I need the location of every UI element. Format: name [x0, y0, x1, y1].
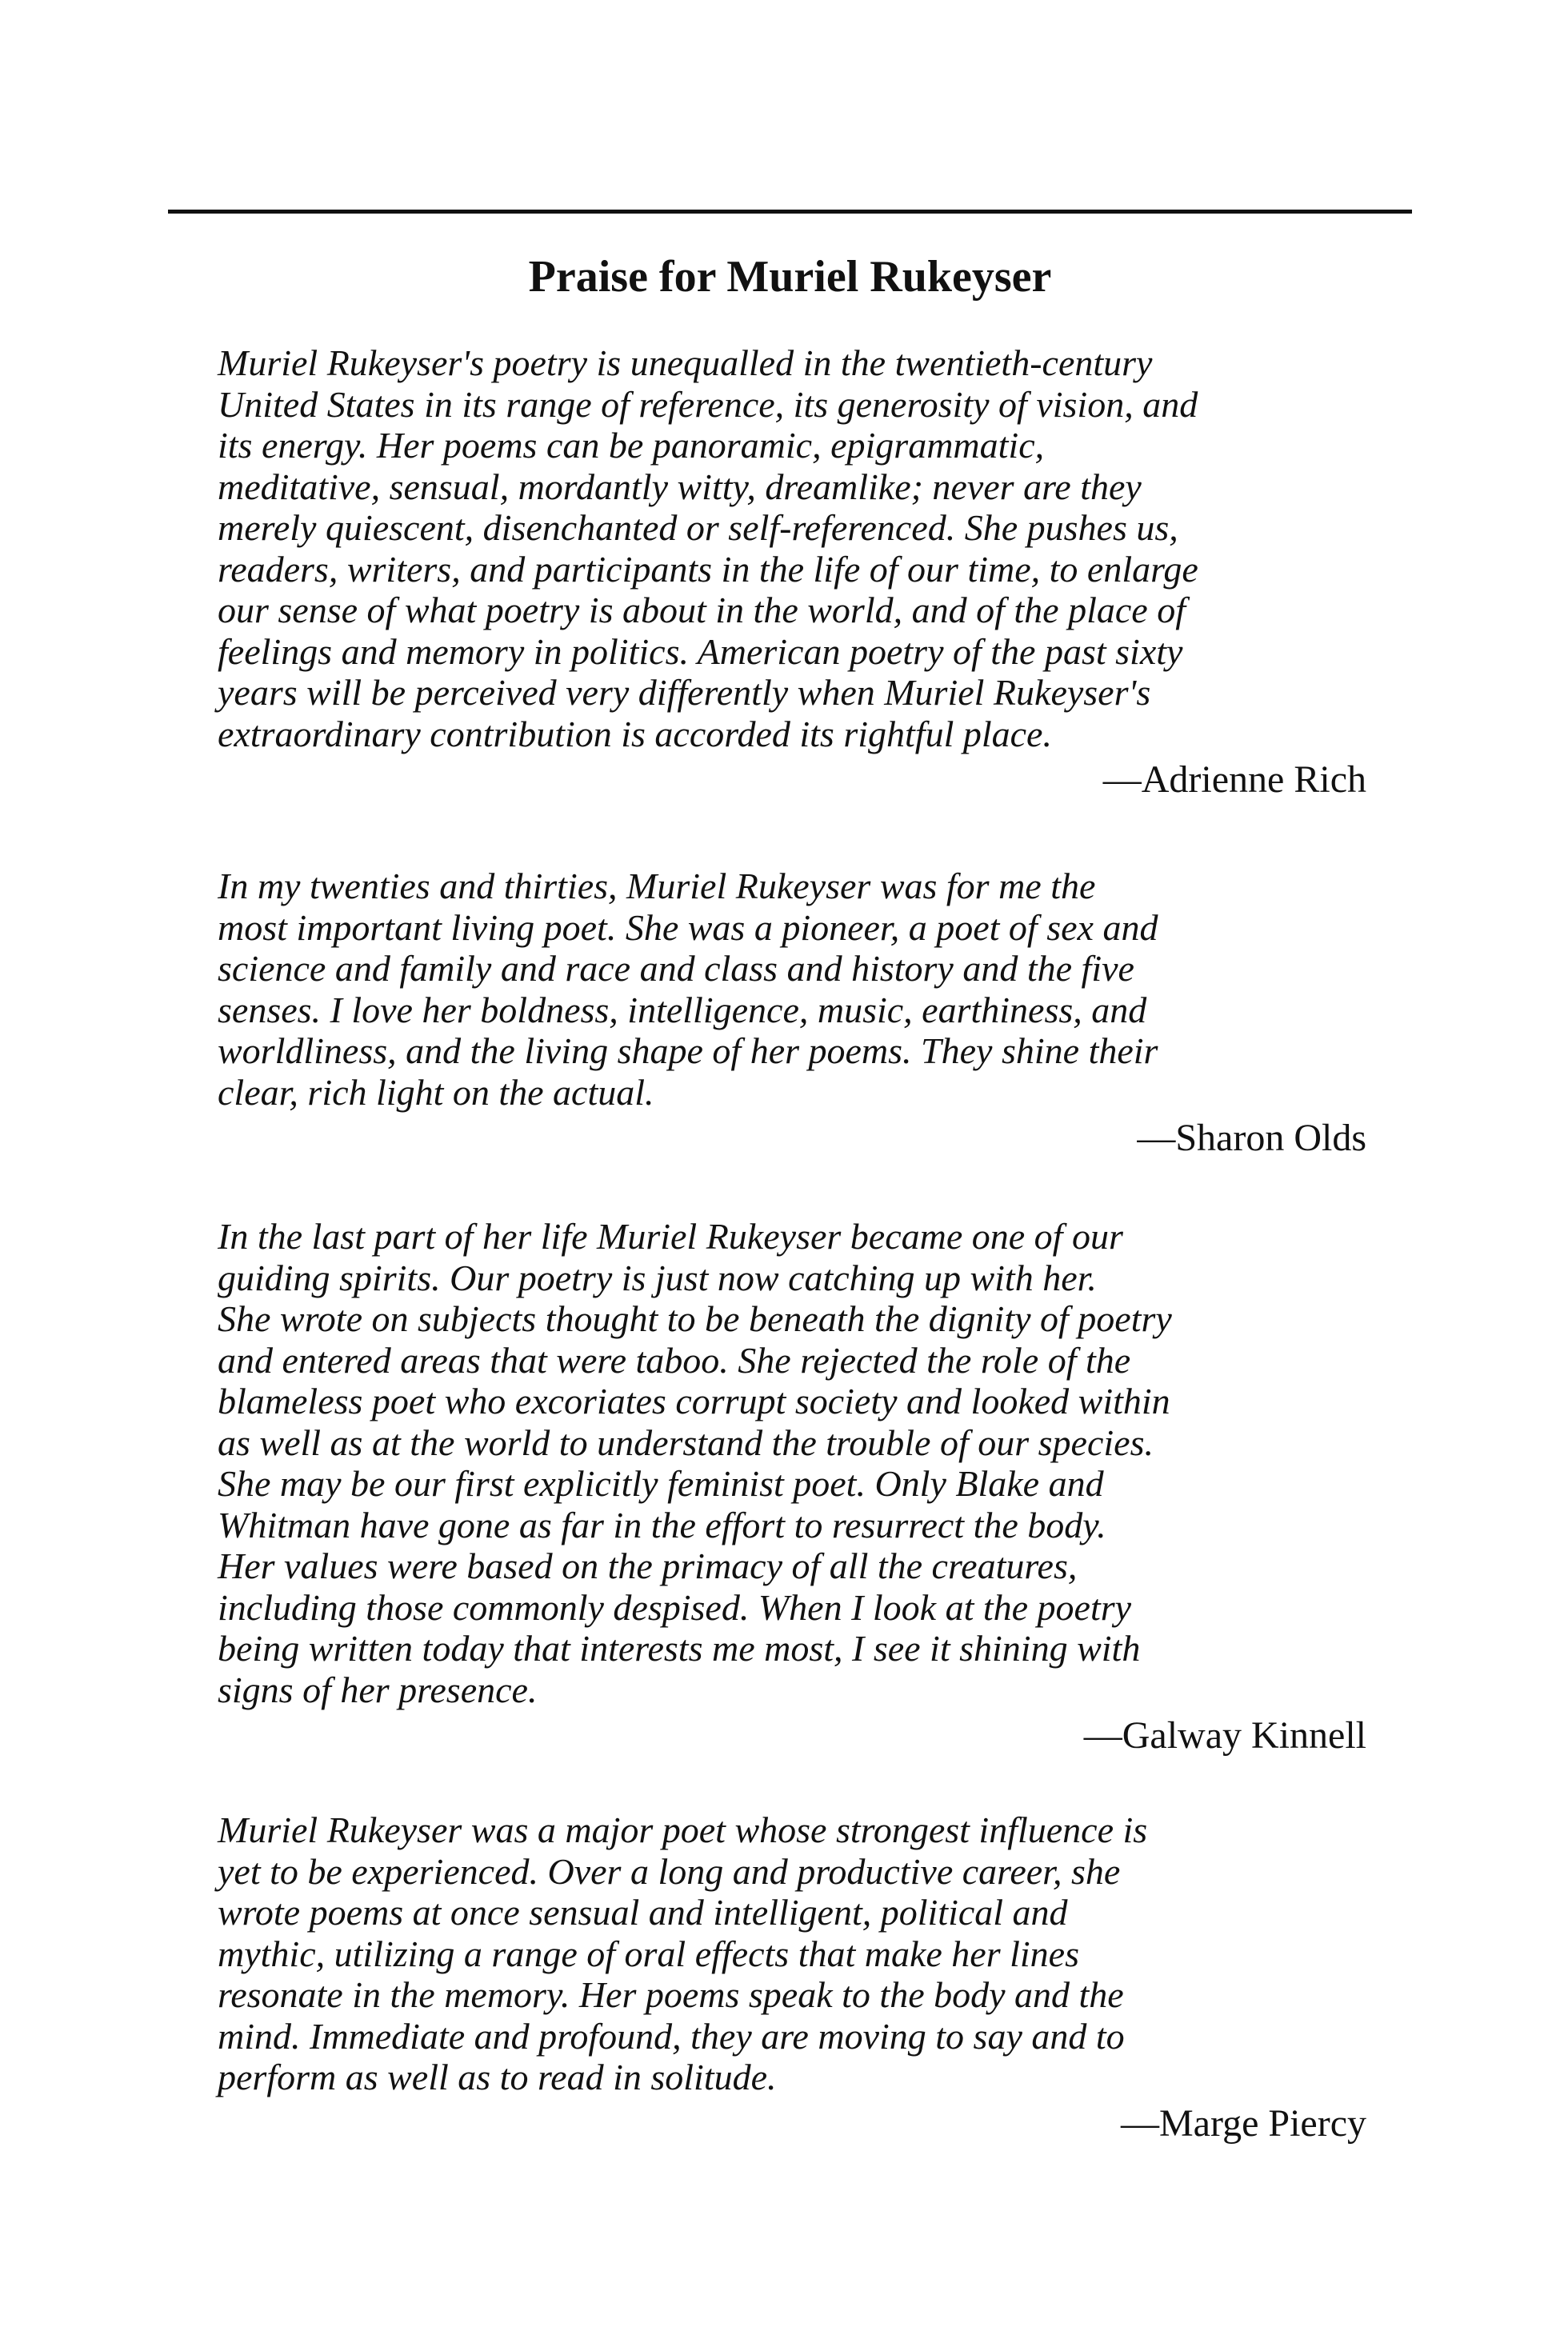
quote-line: readers, writers, and participants in the life of our time, to enlarge: [218, 548, 1198, 590]
quote-line: mind. Immediate and profound, they are moving to say and to: [218, 2015, 1125, 2057]
praise-quote: [218, 1216, 1376, 1760]
quote-text: [218, 1809, 1376, 2098]
quote-line: its energy. Her poems can be panoramic, epigrammatic,: [218, 425, 1045, 466]
praise-quote: [218, 342, 1376, 804]
quote-line: wrote poems at once sensual and intelligent, political and: [218, 1892, 1068, 1933]
quote-line: Whitman have gone as far in the effort to resurrect the body.: [218, 1504, 1106, 1545]
quote-attribution: —Marge Piercy: [1120, 2101, 1366, 2145]
quote-line: extraordinary contribution is accorded its rightful place.: [218, 713, 1052, 754]
quote-line: Muriel Rukeyser's poetry is unequalled in the twentieth-century: [218, 342, 1153, 383]
quote-line: meditative, sensual, mordantly witty, dreamlike; never are they: [218, 466, 1142, 507]
quote-line: including those commonly despised. When I look at the poetry: [218, 1586, 1132, 1628]
quote-line: years will be perceived very differently when Muriel Rukeyser's: [218, 672, 1151, 713]
page-title: Praise for Muriel Rukeyser: [528, 252, 1052, 302]
quote-line: feelings and memory in politics. American poetry of the past sixty: [218, 630, 1183, 672]
quote-line: mythic, utilizing a range of oral effects that make her lines: [218, 1933, 1080, 1974]
top-rule: [168, 210, 1412, 214]
quote-attribution: —Adrienne Rich: [1102, 758, 1366, 801]
quote-text: [218, 342, 1376, 754]
quote-line: guiding spirits. Our poetry is just now catching up with her.: [218, 1257, 1097, 1298]
quote-line: our sense of what poetry is about in the world, and of the place of: [218, 590, 1186, 630]
quote-text: [218, 1216, 1376, 1710]
quote-line: In my twenties and thirties, Muriel Rukeyser was for me the: [218, 866, 1096, 906]
quote-line: Her values were based on the primacy of all the creatures,: [218, 1545, 1078, 1586]
quote-line: She may be our first explicitly feminist poet. Only Blake and: [218, 1463, 1104, 1504]
quote-line: worldliness, and the living shape of her poems. They shine their: [218, 1030, 1158, 1071]
quote-line: clear, rich light on the actual.: [218, 1071, 654, 1113]
quote-attribution: —Galway Kinnell: [1083, 1714, 1366, 1757]
quote-line: Muriel Rukeyser was a major poet whose strongest influence is: [218, 1809, 1148, 1850]
quote-attribution: —Sharon Olds: [1137, 1117, 1366, 1159]
praise-quote: [218, 1809, 1376, 2148]
quote-line: merely quiescent, disenchanted or self-referenced. She pushes us,: [218, 507, 1178, 548]
quote-line: and entered areas that were taboo. She rejected the role of the: [218, 1339, 1131, 1381]
quote-line: science and family and race and class and history and the five: [218, 948, 1134, 989]
quote-line: United States in its range of reference, its generosity of vision, and: [218, 383, 1198, 425]
quote-line: blameless poet who excoriates corrupt society and looked within: [218, 1381, 1170, 1421]
quote-line: In the last part of her life Muriel Rukeyser became one of our: [218, 1216, 1123, 1257]
quote-line: most important living poet. She was a pioneer, a poet of sex and: [218, 906, 1158, 948]
praise-quote: [218, 866, 1376, 1162]
quote-line: resonate in the memory. Her poems speak to the body and the: [218, 1974, 1124, 2015]
quote-line: signs of her presence.: [218, 1669, 538, 1710]
quote-line: as well as at the world to understand the trouble of our species.: [218, 1421, 1154, 1463]
quote-line: perform as well as to read in solitude.: [218, 2057, 777, 2097]
quote-text: [218, 866, 1376, 1113]
quote-line: being written today that interests me most, I see it shining with: [218, 1628, 1141, 1669]
quote-line: She wrote on subjects thought to be beneath the dignity of poetry: [218, 1298, 1172, 1339]
quote-line: senses. I love her boldness, intelligence, music, earthiness, and: [218, 989, 1147, 1030]
quote-line: yet to be experienced. Over a long and productive career, she: [218, 1850, 1121, 1892]
